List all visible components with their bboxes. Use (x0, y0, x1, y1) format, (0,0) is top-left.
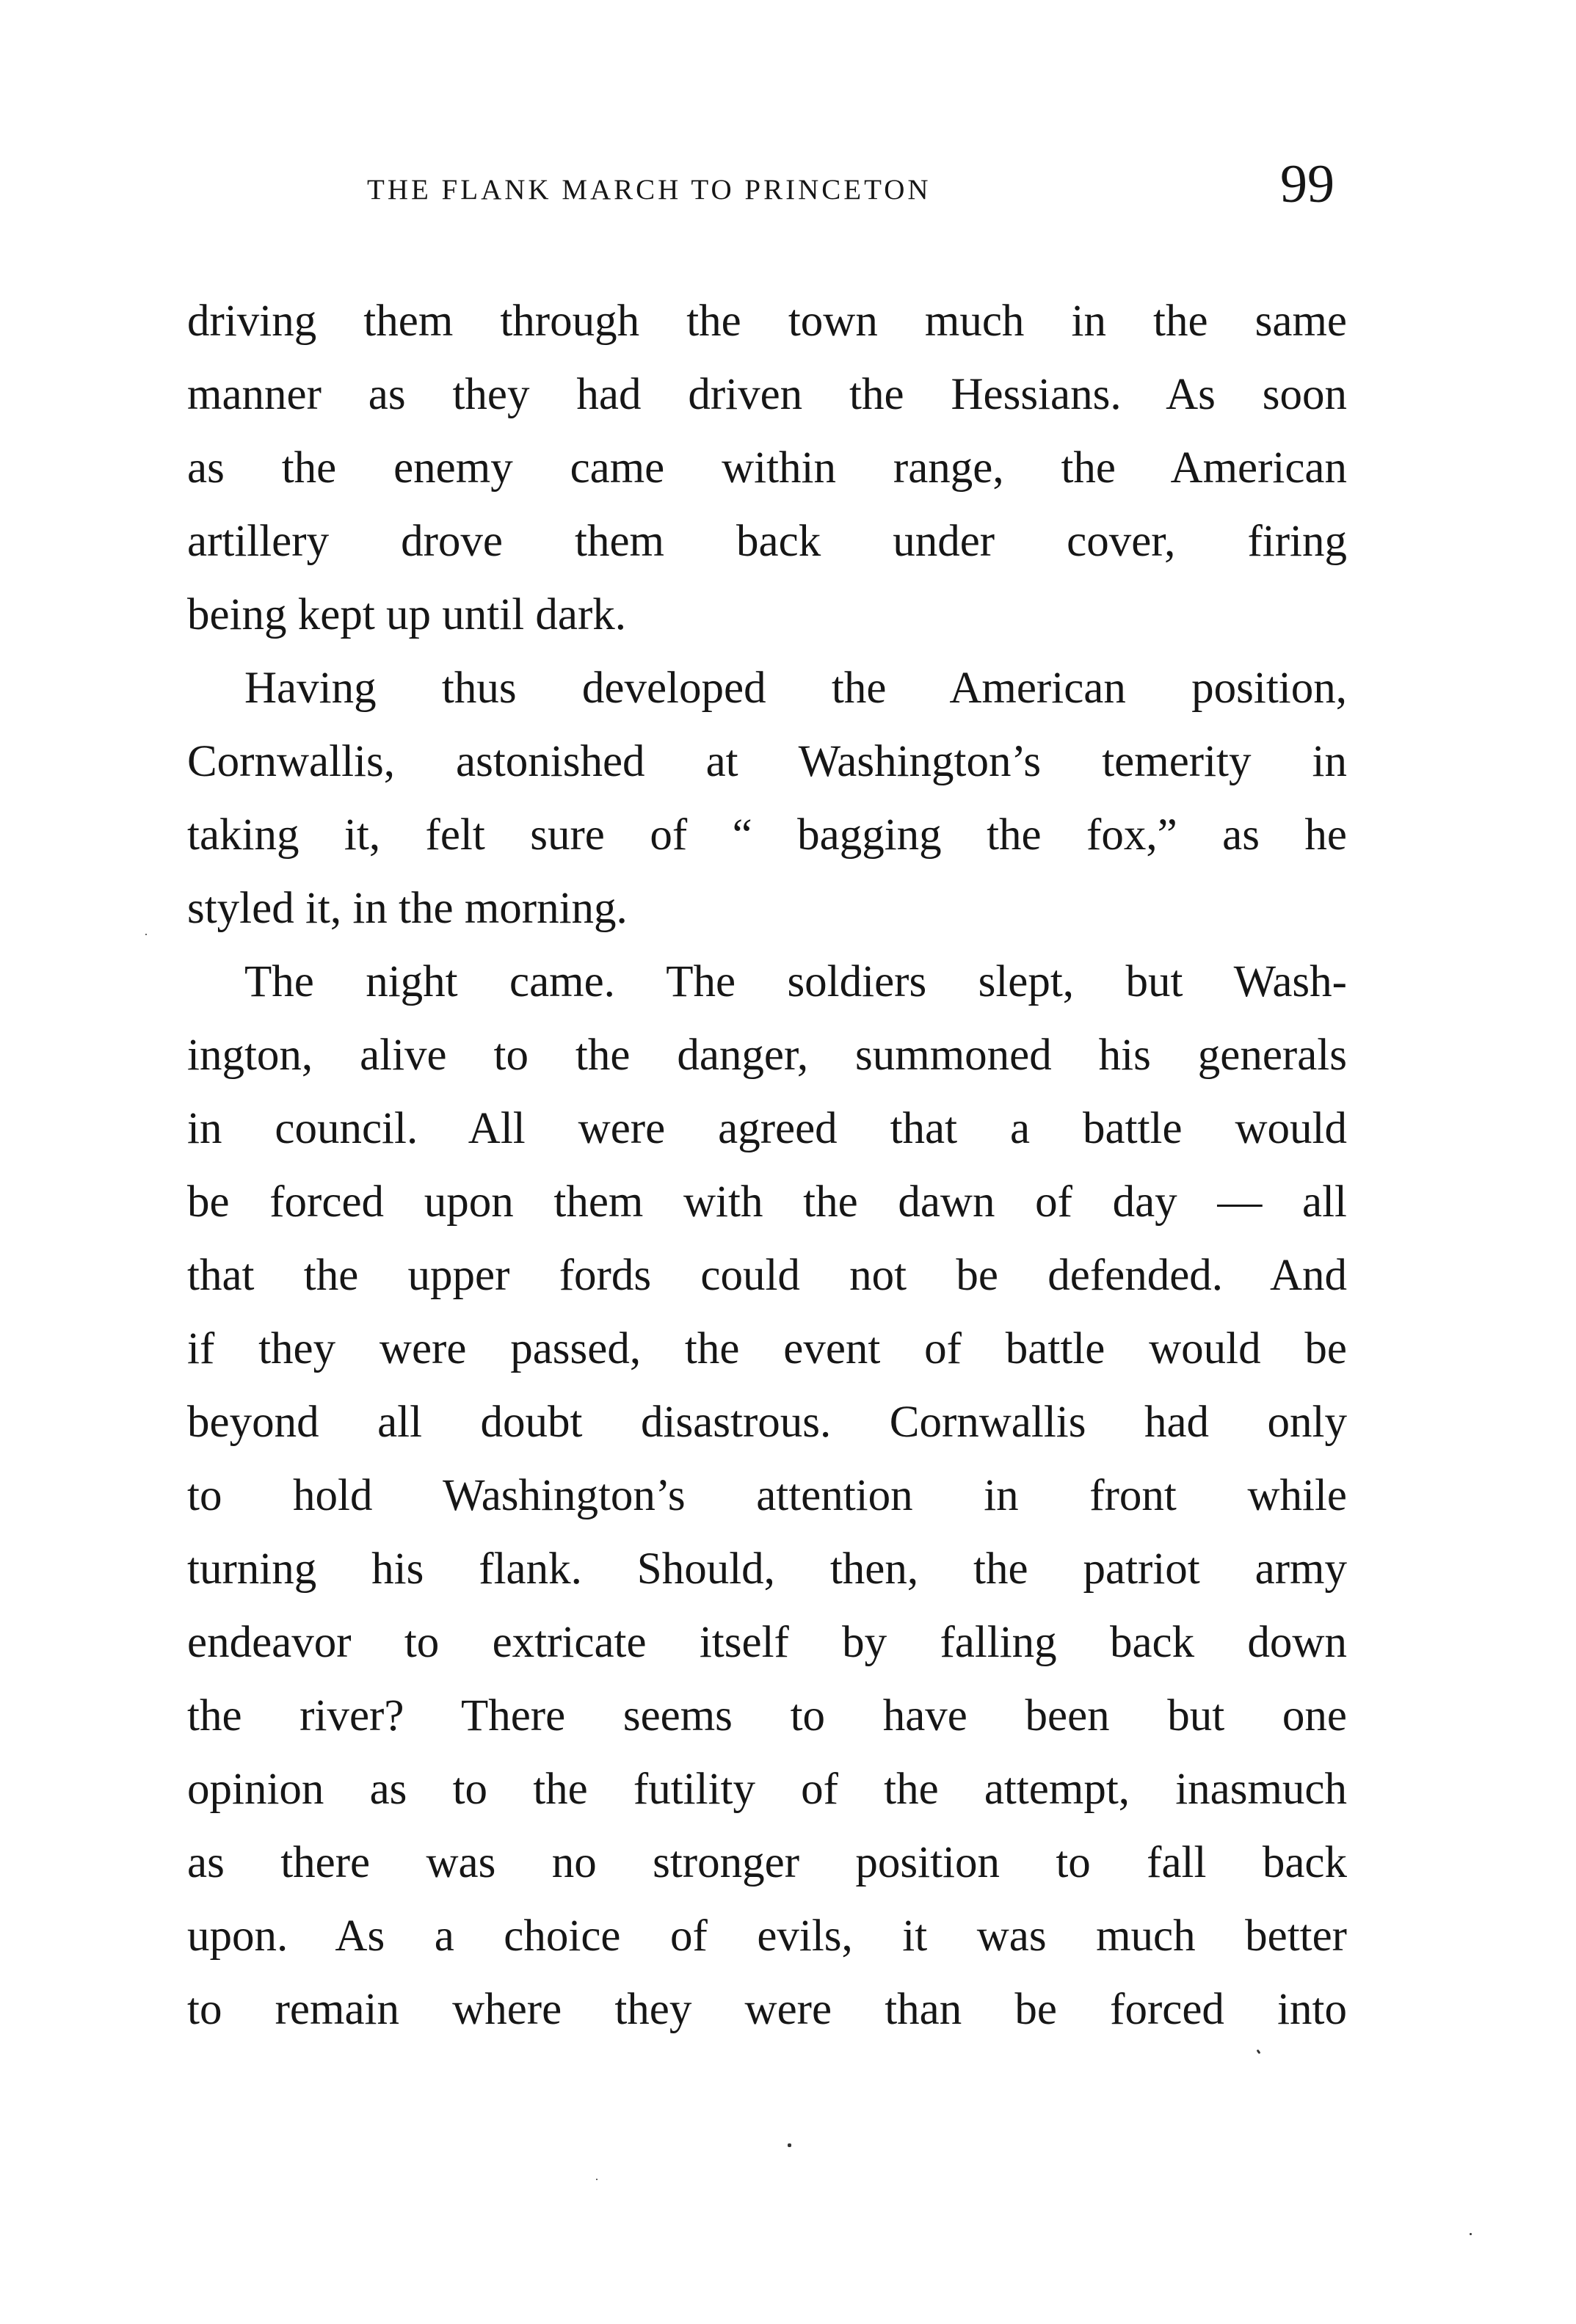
scan-speck (788, 2143, 791, 2147)
text-line: that the upper fords could not be defended. And (187, 1251, 1347, 1300)
text-line: taking it, felt sure of “ bagging the fox,” as he (187, 810, 1347, 860)
paragraph-first-line: Having thus developed the American position, (244, 664, 1347, 713)
text-line: styled it, in the morning. (187, 884, 628, 933)
running-head: THE FLANK MARCH TO PRINCETON (367, 174, 932, 206)
text-line: manner as they had driven the Hessians. As soon (187, 370, 1347, 419)
text-line: ington, alive to the danger, summoned his generals (187, 1031, 1347, 1080)
text-line: upon. As a choice of evils, it was much better (187, 1911, 1347, 1961)
text-line: to remain where they were than be forced into (187, 1985, 1347, 2034)
page-number: 99 (1280, 154, 1334, 214)
text-line: to hold Washington’s attention in front while (187, 1471, 1347, 1520)
text-line: be forced upon them with the dawn of day — all (187, 1177, 1347, 1227)
text-line: turning his flank. Should, then, the patriot army (187, 1544, 1347, 1594)
text-line: as the enemy came within range, the American (187, 443, 1347, 493)
text-line: the river? There seems to have been but one (187, 1691, 1347, 1740)
text-line: being kept up until dark. (187, 590, 627, 639)
text-line: driving them through the town much in the same (187, 297, 1347, 346)
text-line: artillery drove them back under cover, firing (187, 517, 1347, 566)
text-line: if they were passed, the event of battle would be (187, 1324, 1347, 1373)
scan-speck (145, 934, 147, 935)
scan-speck (1257, 2049, 1261, 2055)
text-line: beyond all doubt disastrous. Cornwallis had only (187, 1398, 1347, 1447)
text-line: endeavor to extricate itself by falling back down (187, 1618, 1347, 1667)
scan-speck (1470, 2233, 1472, 2235)
text-line: as there was no stronger position to fall back (187, 1838, 1347, 1887)
paragraph-first-line: The night came. The soldiers slept, but Wash- (244, 957, 1347, 1006)
text-line: in council. All were agreed that a battle would (187, 1104, 1347, 1153)
text-line: opinion as to the futility of the attempt, inasmuch (187, 1765, 1347, 1814)
scan-speck (596, 2179, 598, 2180)
text-line: Cornwallis, astonished at Washington’s temerity in (187, 737, 1347, 786)
